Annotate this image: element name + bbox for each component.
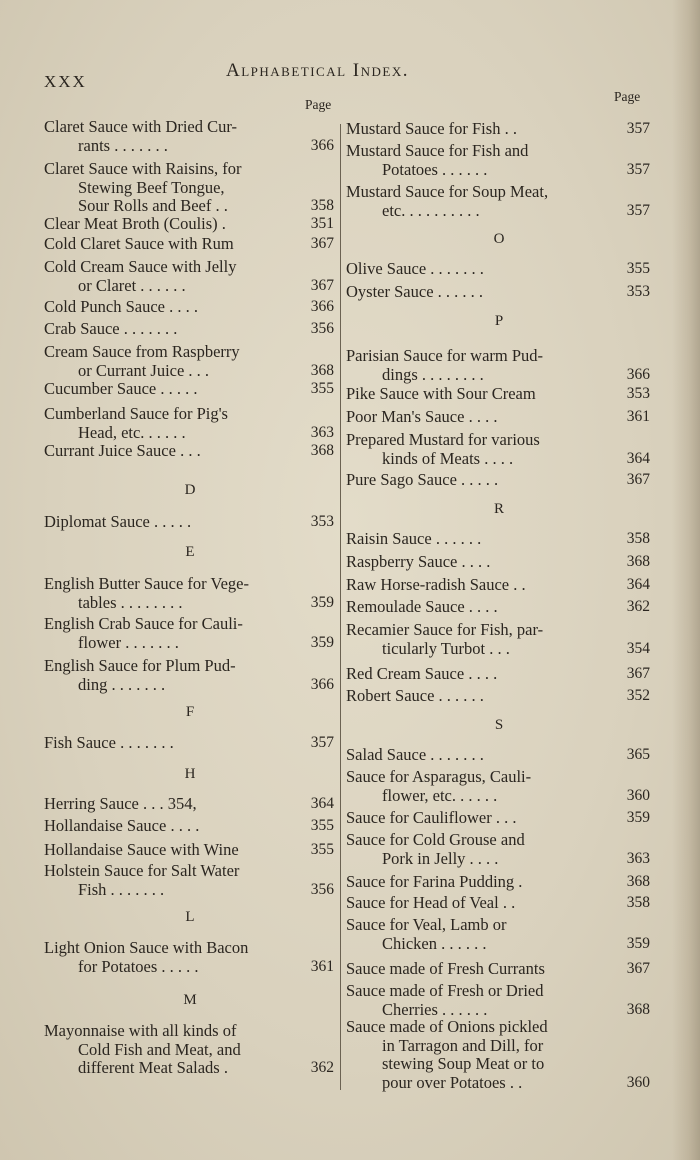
index-page-number: 353: [310, 513, 334, 530]
index-page-number: 351: [310, 215, 334, 232]
index-page-number: 359: [310, 633, 334, 651]
index-entry-line: Raspberry Sauce . . . .: [346, 552, 491, 571]
index-entry: [44, 1022, 241, 1078]
index-entry: [346, 665, 497, 684]
index-entry-line: Diplomat Sauce . . . . .: [44, 512, 192, 531]
index-page-number: 366: [310, 298, 334, 315]
index-entry-line: Parisian Sauce for warm Pud-: [346, 346, 544, 365]
index-entry-line: Crab Sauce . . . . . . .: [44, 319, 178, 338]
index-entry: [346, 283, 483, 302]
index-entry-line: Cumberland Sauce for Pig's: [44, 404, 228, 423]
index-entry: [346, 553, 490, 572]
index-entry: [346, 142, 528, 179]
index-entry-line: Sauce made of Onions pickled: [346, 1017, 548, 1036]
index-page-number: 365: [626, 746, 650, 763]
index-entry-line: Sauce for Veal, Lamb or: [346, 915, 507, 934]
index-entry: [346, 982, 543, 1019]
index-page-number: 368: [626, 873, 650, 890]
section-letter-s: S: [494, 717, 504, 733]
index-entry: [44, 235, 234, 254]
index-page-number: 362: [310, 1059, 334, 1076]
index-entry: [44, 160, 242, 216]
index-entry-line: English Butter Sauce for Vege-: [44, 574, 249, 593]
index-entry-line: Cold Fish and Meat, and: [78, 1039, 241, 1059]
index-entry: [346, 576, 526, 595]
index-page-number: 354: [626, 639, 650, 657]
index-entry-line: Clear Meat Broth (Coulis) .: [44, 214, 226, 233]
index-entry-line: Cold Claret Sauce with Rum: [44, 234, 234, 253]
index-entry: [346, 347, 543, 384]
section-letter-d: D: [184, 482, 196, 498]
index-page-number: 366: [310, 136, 334, 154]
index-page-number: 367: [310, 235, 334, 252]
index-entry-line: Cucumber Sauce . . . . .: [44, 379, 198, 398]
page-number-roman: XXX: [44, 72, 87, 91]
index-page-number: 364: [626, 576, 650, 593]
index-entry-line: Mustard Sauce for Soup Meat,: [346, 182, 549, 201]
index-entry: [44, 734, 174, 753]
index-page-number: 367: [310, 276, 334, 294]
index-entry-line: Mustard Sauce for Fish . .: [346, 119, 517, 138]
index-page-number: 361: [626, 408, 650, 425]
index-entry: [44, 513, 191, 532]
section-letter-h: H: [184, 766, 196, 782]
index-entry-line: Pork in Jelly . . . .: [382, 848, 499, 868]
index-entry-line: Stewing Beef Tongue,: [78, 177, 225, 197]
index-page-number: 355: [626, 260, 650, 277]
index-entry-line: or Claret . . . . . .: [78, 275, 186, 295]
index-entry-line: Hollandaise Sauce . . . .: [44, 816, 200, 835]
index-entry-line: etc. . . . . . . . . .: [382, 200, 480, 220]
index-entry: [346, 809, 516, 828]
index-entry-line: Red Cream Sauce . . . .: [346, 664, 498, 683]
index-page-number: 367: [626, 960, 650, 977]
index-entry-line: Claret Sauce with Dried Cur-: [44, 117, 238, 136]
index-entry: [44, 615, 243, 652]
section-letter-f: F: [185, 704, 195, 720]
index-entry-line: Oyster Sauce . . . . . .: [346, 282, 484, 301]
index-entry-line: Salad Sauce . . . . . . .: [346, 745, 484, 764]
index-page-number: 366: [626, 365, 650, 383]
index-entry-line: Potatoes . . . . . .: [382, 159, 488, 179]
index-entry-line: Mayonnaise with all kinds of: [44, 1021, 237, 1040]
index-entry: [346, 183, 548, 220]
index-page-number: 358: [626, 530, 650, 547]
index-page-number: 359: [310, 593, 334, 611]
index-entry-line: Olive Sauce . . . . . . .: [346, 259, 484, 278]
index-entry-line: Remoulade Sauce . . . .: [346, 597, 498, 616]
index-entry-line: English Sauce for Plum Pud-: [44, 656, 236, 675]
index-page-number: 358: [626, 894, 650, 911]
index-entry: [44, 258, 236, 295]
index-entry-line: or Currant Juice . . .: [78, 360, 210, 380]
index-entry-line: tables . . . . . . . .: [78, 592, 183, 612]
index-page-number: 360: [626, 1073, 650, 1091]
index-page-number: 359: [626, 809, 650, 826]
index-entry: [44, 657, 236, 694]
index-entry: [346, 408, 497, 427]
index-page-number: 360: [626, 786, 650, 804]
index-entry-line: Cold Punch Sauce . . . .: [44, 297, 198, 316]
index-page-number: 368: [310, 442, 334, 459]
index-page-number: 355: [310, 380, 334, 397]
index-page-number: 356: [310, 320, 334, 337]
index-page-number: 357: [626, 201, 650, 219]
index-entry-line: ding . . . . . . .: [78, 674, 166, 694]
index-entry-line: Fish Sauce . . . . . . .: [44, 733, 174, 752]
index-page-number: 359: [626, 934, 650, 952]
index-entry-line: Chicken . . . . . .: [382, 933, 487, 953]
index-entry: [346, 894, 515, 913]
index-entry: [346, 1018, 548, 1092]
index-entry-line: Head, etc. . . . . .: [78, 422, 186, 442]
section-letter-l: L: [185, 909, 195, 925]
index-entry-line: Pike Sauce with Sour Cream: [346, 384, 536, 403]
index-entry: [346, 530, 481, 549]
index-entry-line: Sauce made of Fresh or Dried: [346, 981, 544, 1000]
index-page-number: 355: [310, 841, 334, 858]
index-entry-line: Raisin Sauce . . . . . .: [346, 529, 482, 548]
index-page-number: 353: [626, 283, 650, 300]
index-entry-line: Hollandaise Sauce with Wine: [44, 840, 239, 859]
index-entry: [44, 320, 177, 339]
index-entry-line: Sauce for Asparagus, Cauli-: [346, 767, 532, 786]
index-page-number: 361: [310, 957, 334, 975]
page-title: Alphabetical Index.: [226, 60, 409, 81]
index-entry-line: Recamier Sauce for Fish, par-: [346, 620, 544, 639]
index-entry: [44, 380, 198, 399]
index-page-number: 364: [310, 795, 334, 812]
page-edge-shadow: [672, 0, 700, 1160]
index-entry: [44, 862, 239, 899]
index-entry-line: Robert Sauce . . . . . .: [346, 686, 484, 705]
index-entry: [346, 260, 484, 279]
index-entry-line: in Tarragon and Dill, for: [382, 1035, 544, 1055]
section-letter-m: M: [183, 992, 197, 1008]
index-page-number: 368: [626, 553, 650, 570]
index-entry-line: Sauce for Farina Pudding .: [346, 872, 523, 891]
index-entry: [346, 916, 507, 953]
index-entry: [346, 873, 522, 892]
index-entry-line: Holstein Sauce for Salt Water: [44, 861, 240, 880]
index-page-number: 355: [310, 817, 334, 834]
index-entry: [346, 960, 545, 979]
index-page-number: 362: [626, 598, 650, 615]
index-entry: [346, 120, 517, 139]
index-entry-line: Raw Horse-radish Sauce . .: [346, 575, 526, 594]
index-page-number: 368: [626, 1000, 650, 1018]
index-entry-line: flower . . . . . . .: [78, 632, 179, 652]
index-entry-line: Cold Cream Sauce with Jelly: [44, 257, 237, 276]
index-entry-line: Light Onion Sauce with Bacon: [44, 938, 249, 957]
index-entry-line: stewing Soup Meat or to: [382, 1054, 545, 1073]
index-entry-line: Cream Sauce from Raspberry: [44, 342, 240, 361]
section-letter-p: P: [494, 313, 504, 329]
index-entry-line: Pure Sago Sauce . . . . .: [346, 470, 499, 489]
index-entry-line: Claret Sauce with Raisins, for: [44, 159, 242, 178]
index-entry-line: Fish . . . . . . .: [78, 879, 165, 899]
index-entry: [44, 343, 240, 380]
index-entry: [44, 215, 226, 234]
section-letter-e: E: [185, 544, 195, 560]
index-page-number: 357: [310, 734, 334, 751]
index-page-number: 367: [626, 665, 650, 682]
index-page-number: 357: [626, 160, 650, 178]
index-page-number: 353: [626, 385, 650, 402]
index-entry-line: English Crab Sauce for Cauli-: [44, 614, 243, 633]
column-divider: [340, 124, 341, 1090]
index-entry: [346, 598, 498, 617]
index-page-number: 363: [310, 423, 334, 441]
index-entry-line: Prepared Mustard for various: [346, 430, 540, 449]
section-letter-o: O: [493, 231, 505, 247]
index-entry-line: Herring Sauce . . . 354,: [44, 794, 197, 813]
index-entry: [44, 405, 228, 442]
index-entry-line: Sauce for Cauliflower . . .: [346, 808, 517, 827]
index-entry: [346, 746, 484, 765]
index-page-number: 363: [626, 849, 650, 867]
index-page-number: 366: [310, 675, 334, 693]
index-entry: [44, 795, 197, 814]
index-entry-line: Sauce for Cold Grouse and: [346, 830, 525, 849]
index-page-number: 357: [626, 120, 650, 137]
index-entry: [346, 385, 536, 404]
right-page-column-label: Page: [614, 89, 641, 104]
index-entry-line: Poor Man's Sauce . . . .: [346, 407, 498, 426]
index-entry-line: ticularly Turbot . . .: [382, 638, 510, 658]
index-entry-line: rants . . . . . . .: [78, 135, 168, 155]
index-entry: [44, 118, 237, 155]
index-entry: [346, 831, 525, 868]
index-page-number: 356: [310, 880, 334, 898]
index-entry: [44, 841, 239, 860]
index-entry-line: Cherries . . . . . .: [382, 999, 488, 1019]
index-entry: [346, 431, 540, 468]
index-entry-line: Mustard Sauce for Fish and: [346, 141, 529, 160]
left-page-column-label: Page: [305, 97, 332, 112]
index-entry-line: flower, etc. . . . . .: [382, 785, 498, 805]
section-letter-r: R: [493, 501, 504, 517]
index-entry-line: Sauce made of Fresh Currants: [346, 959, 545, 978]
index-entry-line: for Potatoes . . . . .: [78, 956, 199, 976]
index-entry: [44, 939, 248, 976]
index-entry: [44, 575, 249, 612]
index-page-number: 352: [626, 687, 650, 704]
index-entry: [44, 817, 199, 836]
index-entry: [346, 471, 498, 490]
index-entry: [346, 687, 484, 706]
index-entry-line: dings . . . . . . . .: [382, 364, 484, 384]
index-entry: [44, 442, 201, 461]
index-entry-line: kinds of Meats . . . .: [382, 448, 514, 468]
index-entry-line: different Meat Salads .: [78, 1058, 228, 1077]
index-entry-line: Currant Juice Sauce . . .: [44, 441, 201, 460]
index-page-number: 364: [626, 449, 650, 467]
index-entry: [44, 298, 198, 317]
index-entry-line: Sauce for Head of Veal . .: [346, 893, 516, 912]
index-page-number: 358: [310, 197, 334, 214]
index-entry: [346, 621, 543, 658]
index-page-number: 367: [626, 471, 650, 488]
index-entry: [346, 768, 531, 805]
index-entry-line: pour over Potatoes . .: [382, 1072, 523, 1092]
index-page-number: 368: [310, 361, 334, 379]
index-entry-line: Sour Rolls and Beef . .: [78, 196, 228, 215]
